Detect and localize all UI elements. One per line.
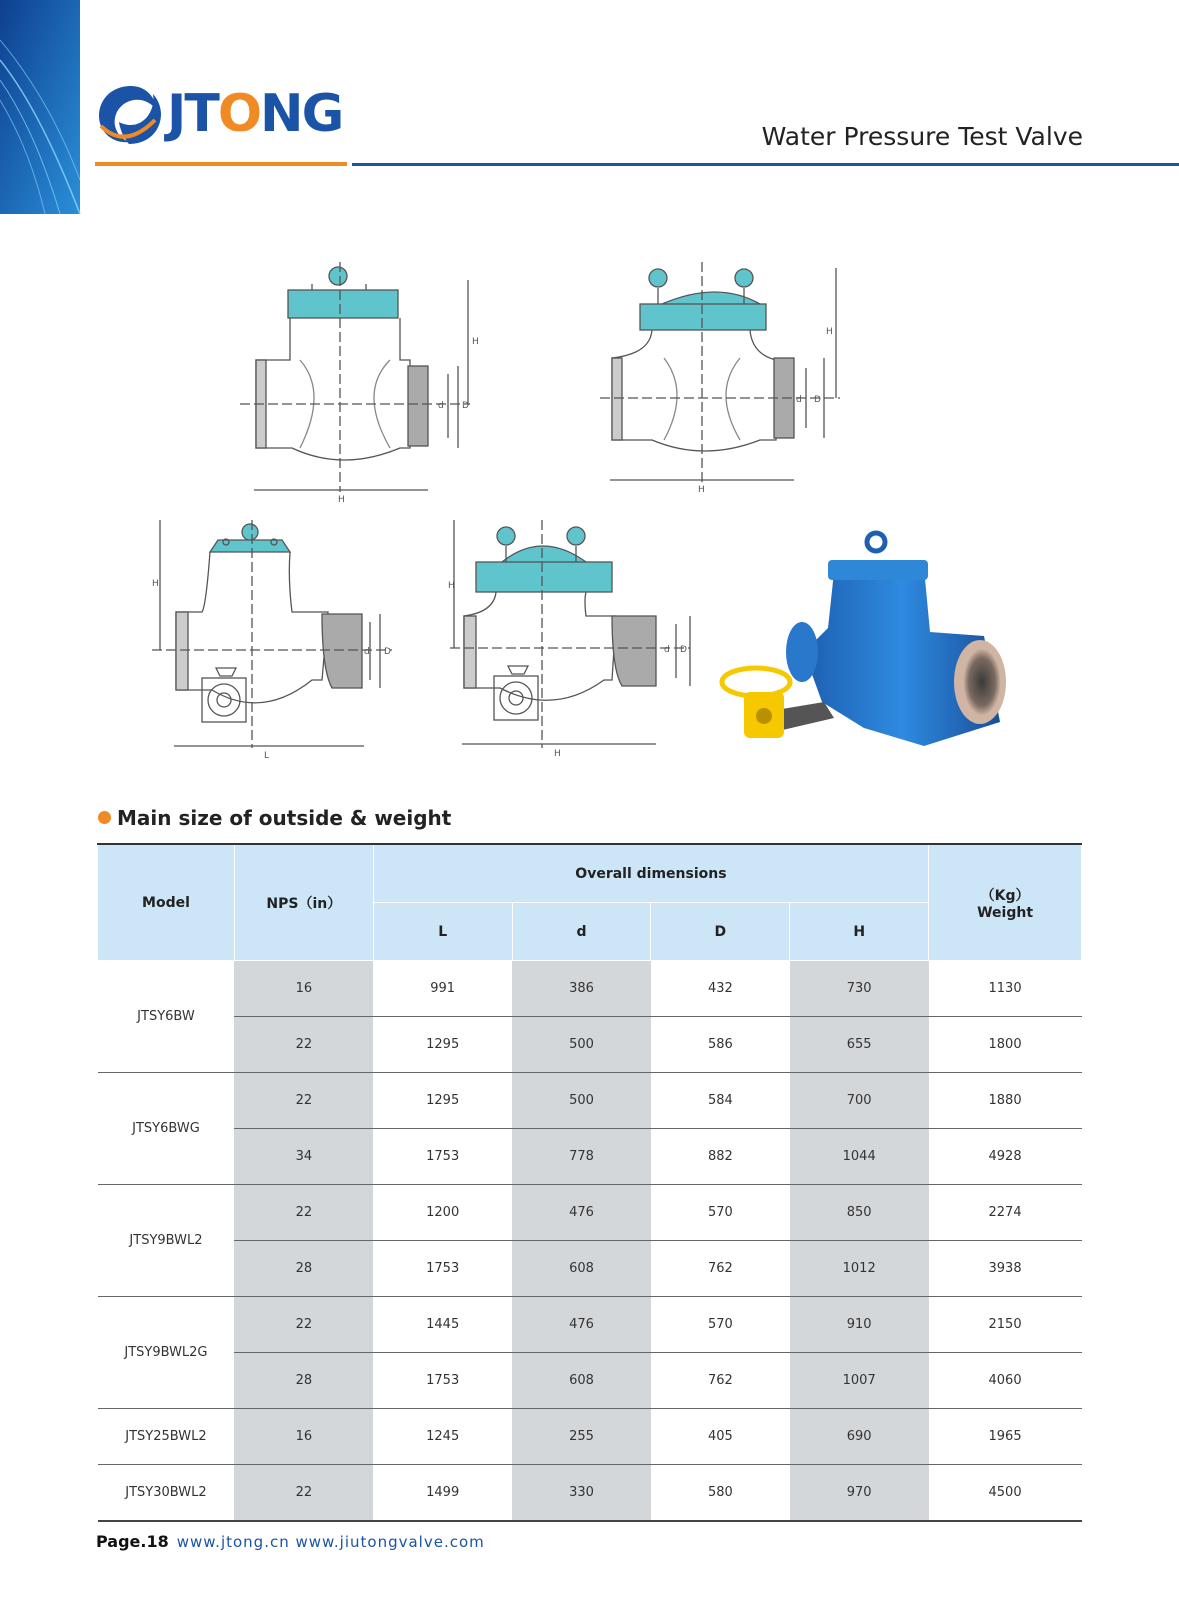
page-number: Page.18	[96, 1532, 169, 1551]
L-cell: 1753	[373, 1129, 512, 1185]
brand-wordmark: JTONG	[167, 84, 343, 144]
dim-label: H	[698, 485, 705, 495]
weight-cell: 3938	[929, 1241, 1082, 1297]
H-cell: 970	[790, 1465, 929, 1522]
D-cell: 432	[651, 961, 790, 1017]
dim-label: d	[438, 401, 444, 411]
L-cell: 1295	[373, 1073, 512, 1129]
dim-label: D	[462, 401, 469, 411]
D-cell: 570	[651, 1297, 790, 1353]
table-row	[98, 1409, 1082, 1465]
valve-drawing-2	[600, 262, 860, 494]
table-row	[98, 1073, 1082, 1129]
L-cell: 1445	[373, 1297, 512, 1353]
d-cell: 608	[512, 1353, 651, 1409]
nps-cell: 22	[234, 1297, 373, 1353]
weight-cell: 1880	[929, 1073, 1082, 1129]
L-cell: 1295	[373, 1017, 512, 1073]
D-cell: 580	[651, 1465, 790, 1522]
table-row	[98, 1185, 1082, 1241]
table-row	[98, 1297, 1082, 1353]
table-row	[98, 1017, 1082, 1073]
weight-cell: 1800	[929, 1017, 1082, 1073]
nps-cell: 22	[234, 1185, 373, 1241]
header-d: d	[512, 903, 651, 961]
H-cell: 1007	[790, 1353, 929, 1409]
dim-label: d	[664, 645, 670, 655]
header-overall-dimensions: Overall dimensions	[373, 844, 928, 903]
L-cell: 1753	[373, 1353, 512, 1409]
brand-wordmark-o: O	[217, 84, 261, 144]
H-cell: 910	[790, 1297, 929, 1353]
brand-logo	[95, 78, 355, 158]
header-nps: NPS（in）	[234, 844, 373, 961]
valve-drawing-4	[450, 520, 712, 766]
H-cell: 655	[790, 1017, 929, 1073]
weight-cell: 4500	[929, 1465, 1082, 1522]
dim-label: H	[826, 327, 833, 337]
d-cell: 330	[512, 1465, 651, 1522]
L-cell: 1499	[373, 1465, 512, 1522]
D-cell: 570	[651, 1185, 790, 1241]
H-cell: 730	[790, 961, 929, 1017]
header-weight-unit: （Kg）	[980, 887, 1030, 904]
d-cell: 255	[512, 1409, 651, 1465]
header-H: H	[790, 903, 929, 961]
dim-label: D	[384, 647, 391, 657]
model-cell: JTSY30BWL2	[98, 1465, 235, 1522]
page-title: Water Pressure Test Valve	[761, 122, 1083, 151]
dim-label: H	[472, 337, 479, 347]
spec-table	[97, 843, 1082, 1522]
dim-label: D	[680, 645, 687, 655]
header-L: L	[373, 903, 512, 961]
nps-cell: 34	[234, 1129, 373, 1185]
dim-label: H	[152, 579, 159, 589]
H-cell: 1012	[790, 1241, 929, 1297]
H-cell: 1044	[790, 1129, 929, 1185]
d-cell: 500	[512, 1017, 651, 1073]
footer	[96, 1532, 485, 1551]
table-row	[98, 1241, 1082, 1297]
nps-cell: 22	[234, 1465, 373, 1522]
weight-cell: 2150	[929, 1297, 1082, 1353]
section-heading-text: Main size of outside & weight	[117, 806, 452, 830]
D-cell: 882	[651, 1129, 790, 1185]
table-row	[98, 961, 1082, 1017]
H-cell: 700	[790, 1073, 929, 1129]
dim-label: H	[448, 581, 455, 591]
d-cell: 500	[512, 1073, 651, 1129]
D-cell: 584	[651, 1073, 790, 1129]
D-cell: 762	[651, 1241, 790, 1297]
d-cell: 778	[512, 1129, 651, 1185]
header-rule	[352, 163, 1179, 166]
model-cell: JTSY25BWL2	[98, 1409, 235, 1465]
model-cell: JTSY9BWL2	[98, 1185, 235, 1297]
logo-swirl-icon	[95, 80, 165, 150]
valve-drawing-3	[152, 520, 412, 766]
dim-label: d	[796, 395, 802, 405]
model-cell: JTSY6BW	[98, 961, 235, 1073]
D-cell: 405	[651, 1409, 790, 1465]
valve-photo	[724, 532, 1024, 762]
model-cell: JTSY9BWL2G	[98, 1297, 235, 1409]
weight-cell: 4928	[929, 1129, 1082, 1185]
L-cell: 1245	[373, 1409, 512, 1465]
table-row	[98, 1129, 1082, 1185]
nps-cell: 22	[234, 1073, 373, 1129]
L-cell: 1200	[373, 1185, 512, 1241]
H-cell: 850	[790, 1185, 929, 1241]
header-weight	[929, 844, 1082, 961]
L-cell: 1753	[373, 1241, 512, 1297]
header-weight-label: Weight	[977, 904, 1034, 921]
d-cell: 386	[512, 961, 651, 1017]
nps-cell: 16	[234, 961, 373, 1017]
dim-label: L	[264, 751, 270, 761]
dim-label: D	[814, 395, 821, 405]
D-cell: 586	[651, 1017, 790, 1073]
logo-underline	[95, 162, 347, 166]
valve-drawing-1	[240, 262, 490, 507]
header-D: D	[651, 903, 790, 961]
footer-links[interactable]: www.jtong.cn www.jiutongvalve.com	[176, 1533, 485, 1551]
model-cell: JTSY6BWG	[98, 1073, 235, 1185]
dim-label: H	[554, 749, 561, 759]
weight-cell: 2274	[929, 1185, 1082, 1241]
table-row	[98, 1353, 1082, 1409]
nps-cell: 28	[234, 1241, 373, 1297]
bullet-icon	[98, 811, 111, 824]
d-cell: 476	[512, 1185, 651, 1241]
weight-cell: 1130	[929, 961, 1082, 1017]
header-model: Model	[98, 844, 235, 961]
weight-cell: 1965	[929, 1409, 1082, 1465]
corner-decoration	[0, 0, 80, 214]
weight-cell: 4060	[929, 1353, 1082, 1409]
dim-label: H	[338, 495, 345, 505]
d-cell: 608	[512, 1241, 651, 1297]
section-heading	[98, 806, 451, 830]
d-cell: 476	[512, 1297, 651, 1353]
table-row	[98, 1465, 1082, 1522]
nps-cell: 28	[234, 1353, 373, 1409]
D-cell: 762	[651, 1353, 790, 1409]
nps-cell: 16	[234, 1409, 373, 1465]
nps-cell: 22	[234, 1017, 373, 1073]
L-cell: 991	[373, 961, 512, 1017]
H-cell: 690	[790, 1409, 929, 1465]
dim-label: d	[364, 647, 370, 657]
